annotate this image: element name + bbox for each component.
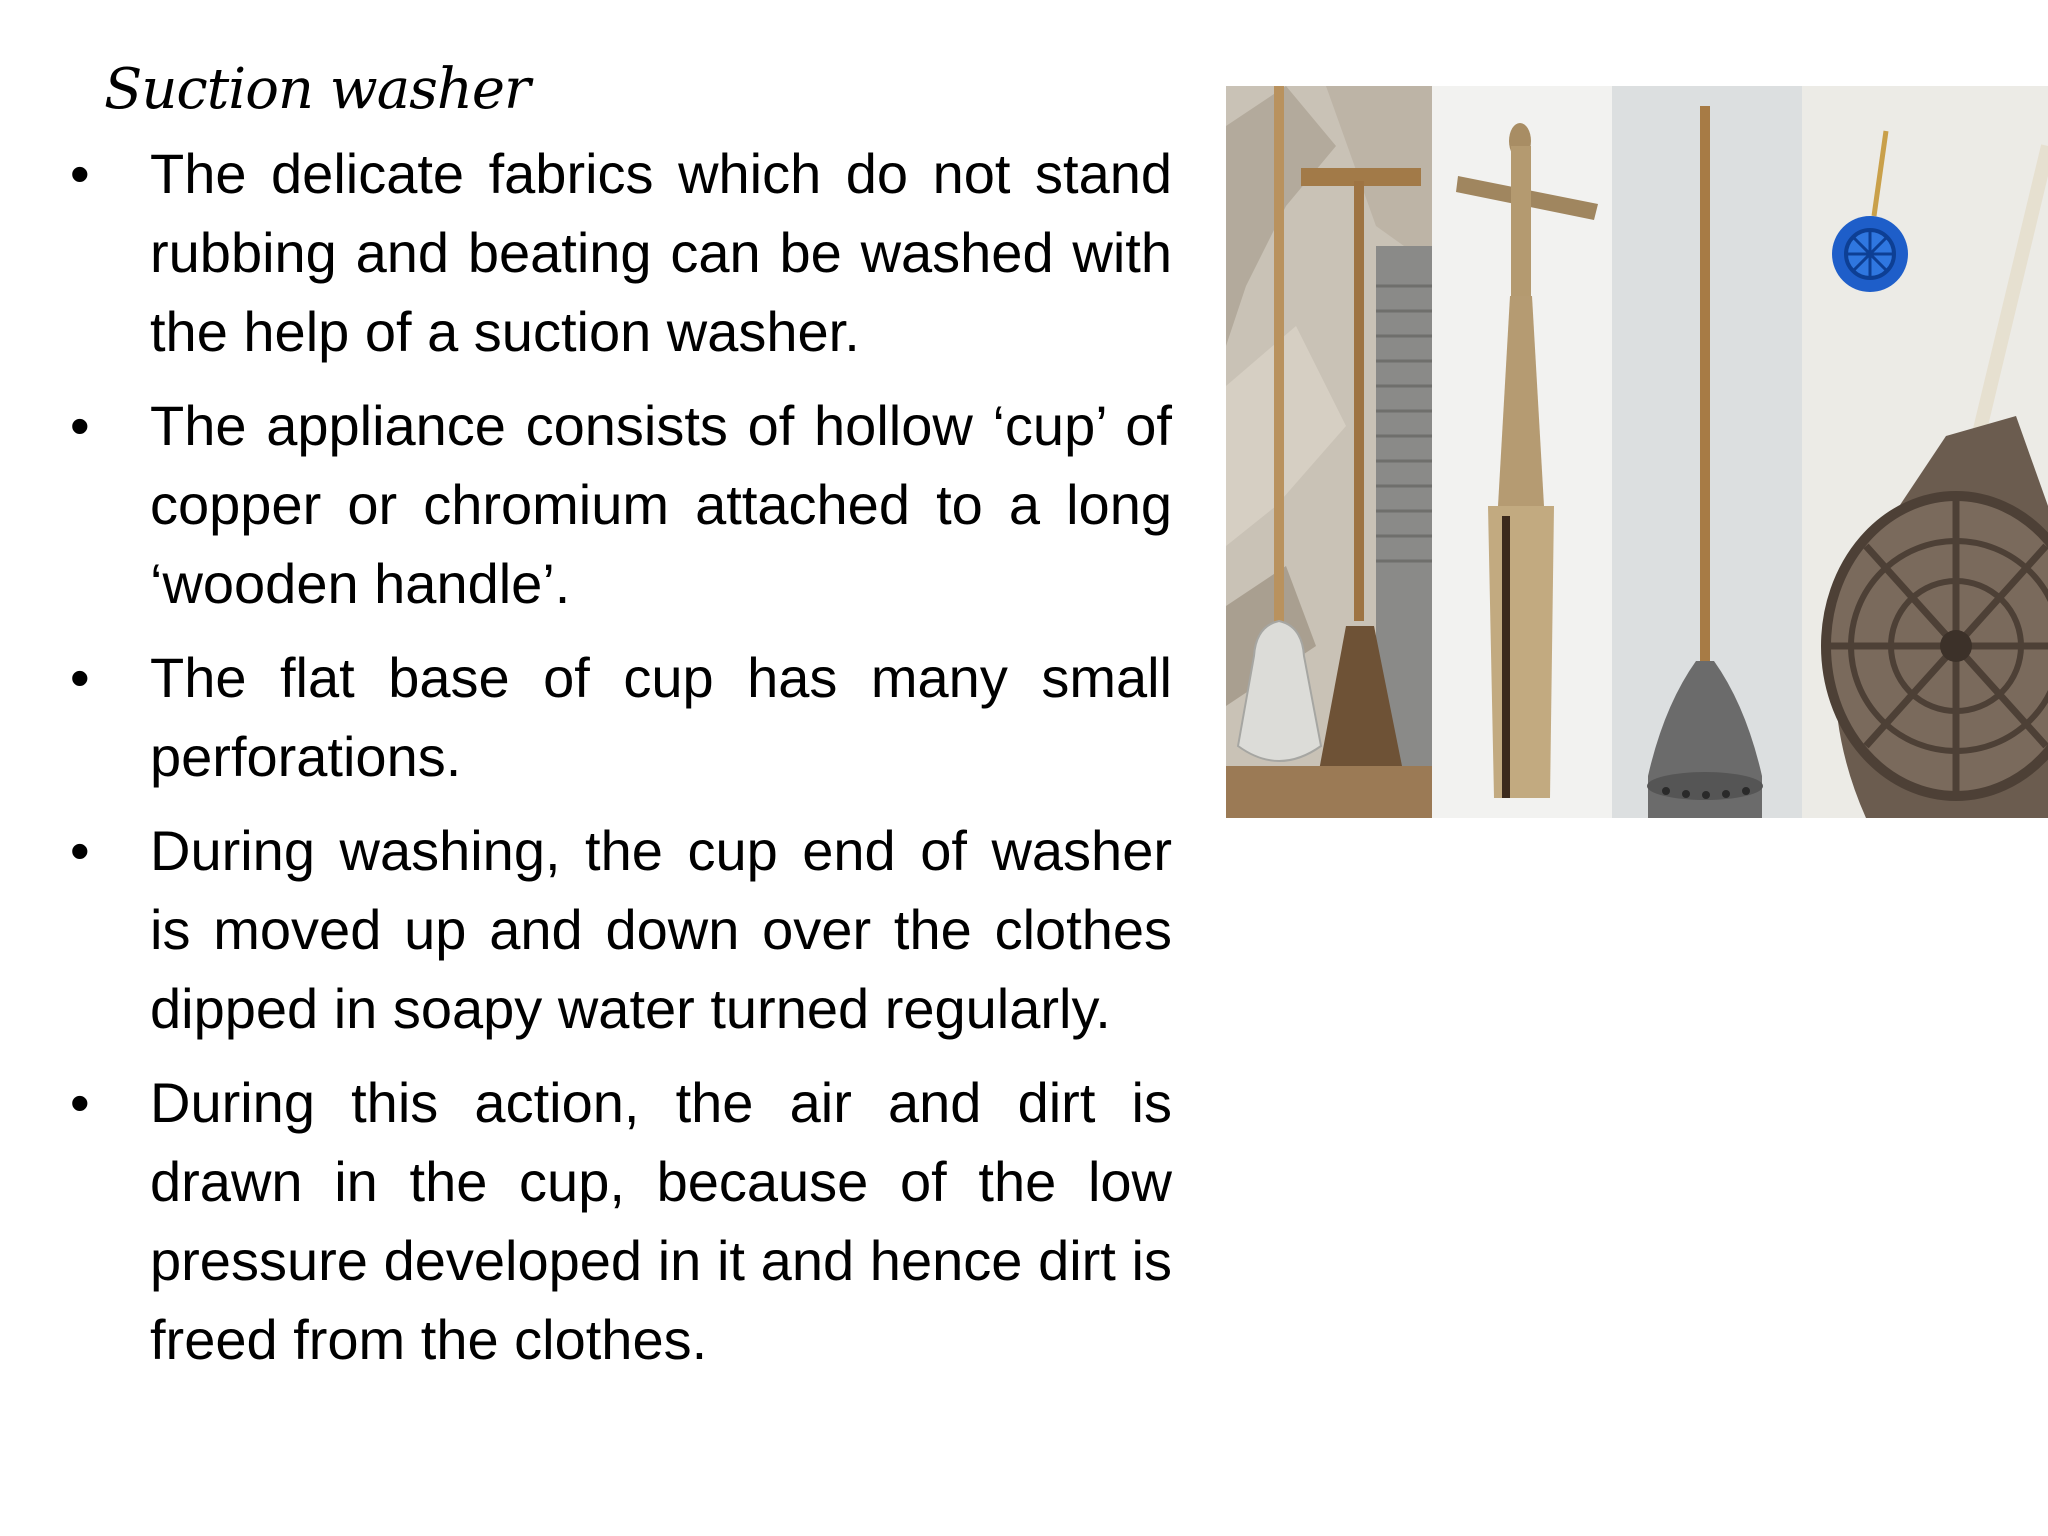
- photo-panel-vented-plungers: [1802, 86, 2048, 818]
- bullet-item: • The delicate fabrics which do not stand rubbing and beating can be washed with the help of a suction washer.: [70, 134, 1172, 371]
- suction-washer-photo: [1226, 86, 2048, 818]
- bullet-list: [70, 134, 1172, 1394]
- bullet-item: • During this action, the air and dirt is drawn in the cup, because of the low pressure developed in it and hence dirt is freed from the clothes.: [70, 1063, 1172, 1379]
- photo-panel-wooden-plunger: [1432, 86, 1612, 818]
- photo-panel-plungers-washboard: [1226, 86, 1432, 818]
- slide-title: Suction washer: [104, 57, 530, 122]
- photo-panel-bell-plunger: [1612, 86, 1802, 818]
- bullet-item: • The appliance consists of hollow ‘cup’ of copper or chromium attached to a long ‘wooden handle’.: [70, 386, 1172, 623]
- bullet-item: • During washing, the cup end of washer is moved up and down over the clothes dipped in soapy water turned regularly.: [70, 811, 1172, 1048]
- bullet-item: • The flat base of cup has many small perforations.: [70, 638, 1172, 796]
